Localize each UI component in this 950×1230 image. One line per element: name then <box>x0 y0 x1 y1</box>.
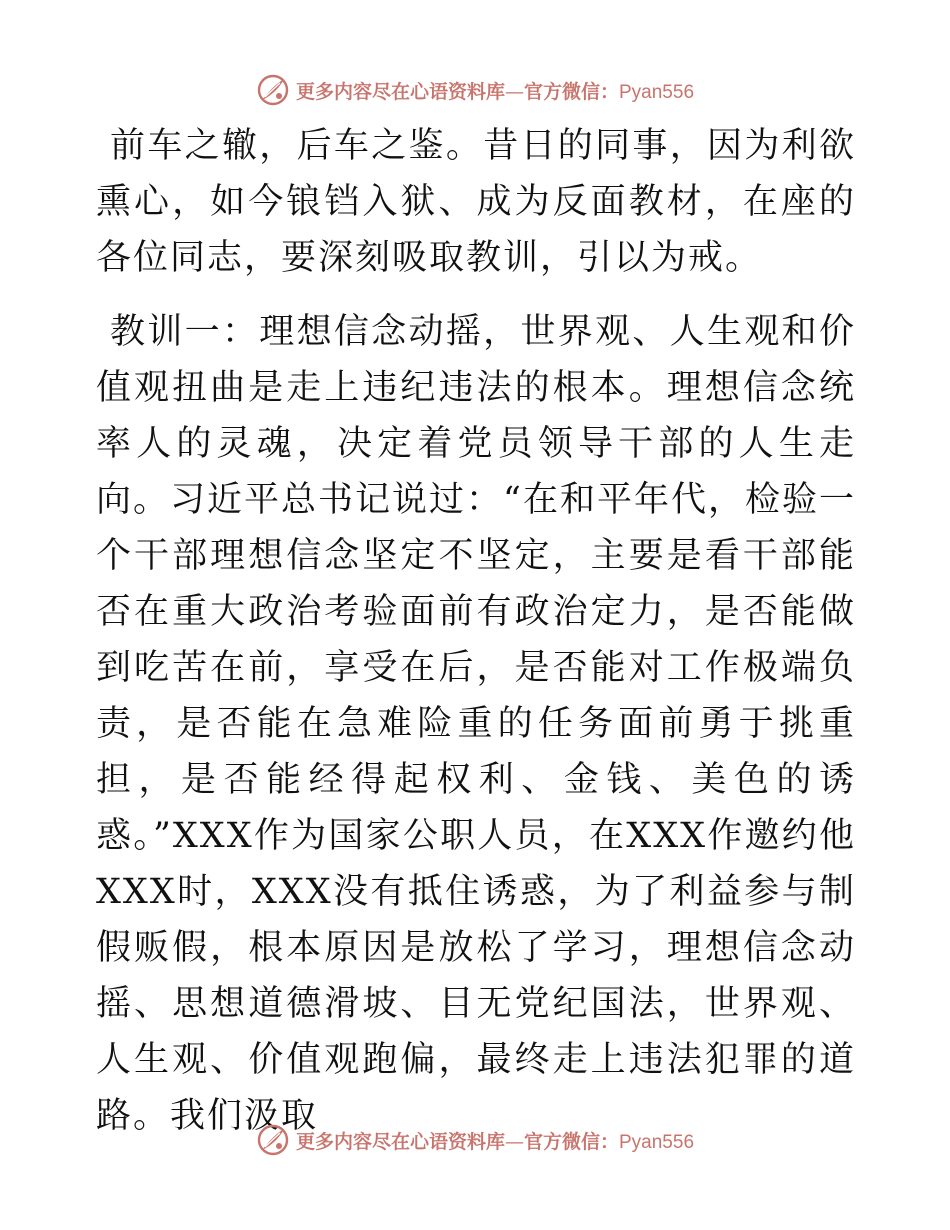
footer-banner-text <box>296 1127 694 1154</box>
footer-banner-wechat-label: 官方微信： <box>523 1130 619 1153</box>
header-banner-title: 更多内容尽在心语资料库 <box>295 80 505 103</box>
footer-banner-wechat-id: Pyan556 <box>619 1131 695 1153</box>
document-body <box>96 118 856 1144</box>
header-banner-dash: — <box>504 80 524 103</box>
feather-pen-logo-icon <box>256 73 290 107</box>
header-banner-wechat-id: Pyan556 <box>619 81 695 103</box>
header-banner <box>0 70 950 110</box>
feather-pen-logo-icon <box>256 1123 290 1157</box>
header-banner-text <box>296 77 694 104</box>
paragraph-intro: 前车之辙，后车之鉴。昔日的同事，因为利欲熏心，如今锒铛入狱、成为反面教材，在座的各位同志，要深刻吸取教训，引以为戒。 <box>96 126 856 278</box>
footer-banner <box>0 1120 950 1160</box>
header-banner-wechat-label: 官方微信： <box>523 80 619 103</box>
paragraph-lesson-one: 教训一：理想信念动摇，世界观、人生观和价值观扭曲是走上违纪违法的根本。理想信念统率人的灵魂，决定着党员领导干部的人生走向。习近平总书记说过：“在和平年代，检验一个干部理想信念坚定不坚定，主要是看干部能否在重大政治考验面前有政治定力，是否能做到吃苦在前，享受在后，是否能对工作极端负责，是否能在急难险重的任务面前勇于挑重担，是否能经得起权利、金钱、美色的诱惑。”XXX作为国家公职人员，在XXX作邀约他XXX时，XXX没有抵住诱惑，为了利益参与制假贩假，根本原因是放松了学习，理想信念动摇、思想道德滑坡、目无党纪国法，世界观、人生观、价值观跑偏，最终走上违法犯罪的道路。我们汲取 <box>96 312 856 1136</box>
footer-banner-dash: — <box>504 1130 524 1153</box>
footer-banner-title: 更多内容尽在心语资料库 <box>295 1130 505 1153</box>
